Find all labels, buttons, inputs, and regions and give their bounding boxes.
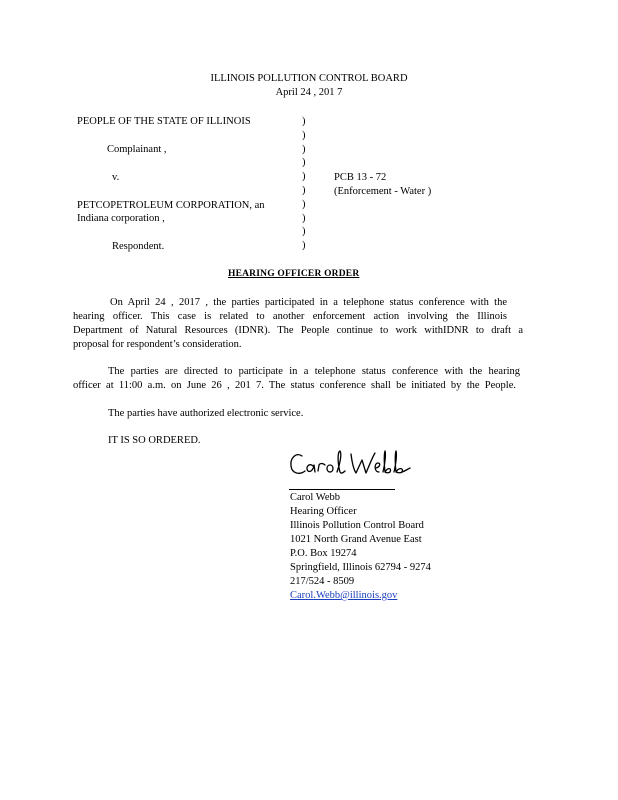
- respondent-line-1: PETCOPETROLEUM CORPORATION, an: [77, 200, 265, 211]
- paren: ): [302, 184, 306, 196]
- paragraph-1-line-4: proposal for respondent’s consideration.: [73, 339, 242, 350]
- phone-number: 217/524 - 8509: [290, 576, 355, 587]
- respondent-label: Respondent.: [112, 241, 165, 252]
- email-link[interactable]: Carol.Webb@illinois.gov: [290, 590, 398, 601]
- address-city: Springfield, Illinois 62794 - 9274: [290, 562, 431, 573]
- paren: ): [302, 143, 306, 155]
- respondent-line-2: Indiana corporation ,: [77, 213, 165, 224]
- paren: ): [302, 171, 306, 183]
- signature-image: [288, 446, 414, 482]
- paren: ): [302, 240, 306, 252]
- paragraph-2-line-2: officer at 11:00 a.m. on June 26 , 201 7. The status conference shall be initiated by the People.: [73, 380, 516, 391]
- paren: ): [302, 157, 306, 169]
- signer-title: Hearing Officer: [290, 506, 357, 517]
- paren: ): [302, 129, 306, 141]
- address-street: 1021 North Grand Avenue East: [290, 534, 422, 545]
- board-name: ILLINOIS POLLUTION CONTROL BOARD: [210, 73, 408, 84]
- paragraph-1-line-3: Department of Natural Resources (IDNR). The People continue to work withIDNR to draft a: [73, 325, 523, 336]
- case-type: (Enforcement - Water ): [334, 186, 432, 197]
- caption-divider: [302, 115, 310, 253]
- signer-organization: Illinois Pollution Control Board: [290, 520, 424, 531]
- plaintiff-name: PEOPLE OF THE STATE OF ILLINOIS: [77, 116, 251, 127]
- paren: ): [302, 212, 306, 224]
- address-pobox: P.O. Box 19274: [290, 548, 357, 559]
- complainant-label: Complainant ,: [107, 144, 167, 155]
- order-date: April 24 , 201 7: [275, 87, 343, 98]
- paragraph-1-line-1: On April 24 , 2017 , the parties participated in a telephone status conference with the: [110, 297, 507, 308]
- paren: ): [302, 116, 306, 127]
- paren: ): [302, 198, 306, 210]
- paragraph-2-line-1: The parties are directed to participate in a telephone status conference with the hearing: [108, 366, 520, 377]
- document-title: HEARING OFFICER ORDER: [228, 269, 360, 279]
- paragraph-3: The parties have authorized electronic service.: [108, 408, 304, 419]
- case-number: PCB 13 - 72: [334, 172, 387, 183]
- email-container: [290, 589, 414, 602]
- ordered-line: IT IS SO ORDERED.: [108, 435, 201, 446]
- signature-line: [289, 489, 395, 490]
- paren: ): [302, 226, 306, 238]
- paragraph-1-line-2: hearing officer. This case is related to another enforcement action involving the Illinois: [73, 311, 507, 322]
- signer-name: Carol Webb: [290, 492, 340, 503]
- versus-label: v.: [112, 172, 120, 183]
